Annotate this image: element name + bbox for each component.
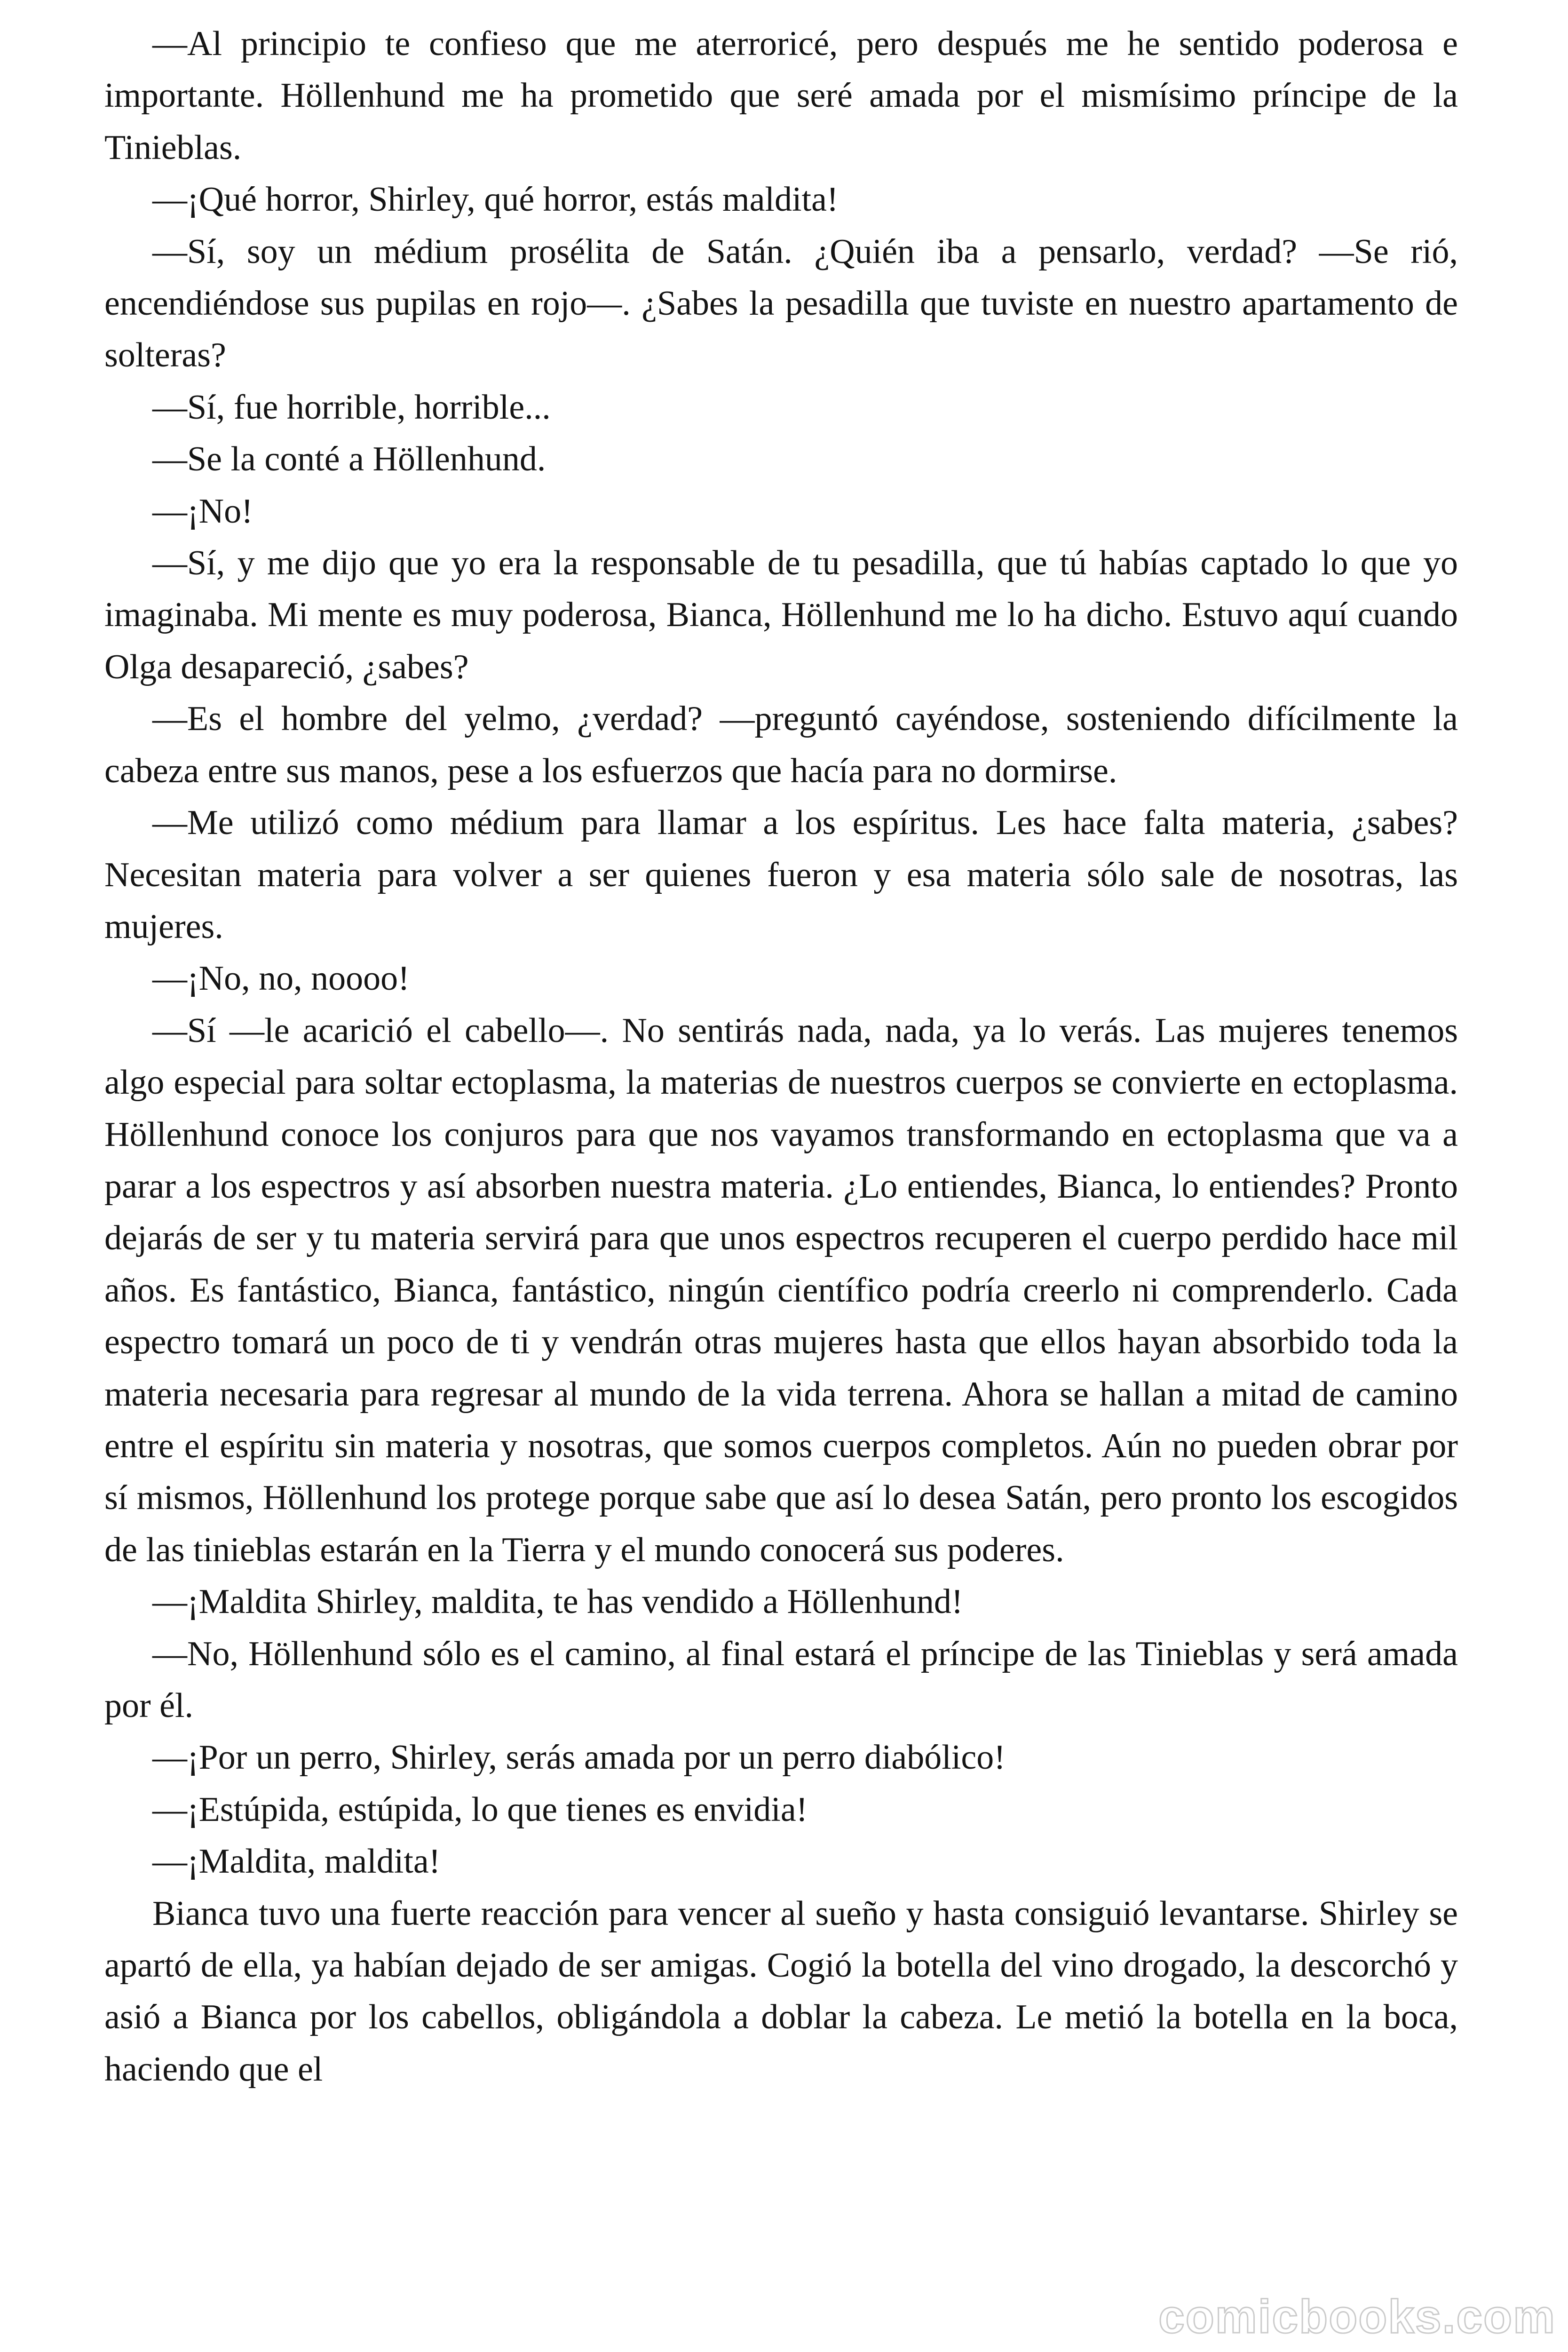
paragraph: Bianca tuvo una fuerte reacción para vencer al sueño y hasta consiguió levantarse. Shirley se apartó de ella, ya habían dejado de ser amigas. Cogió la botella del vino drogado, la descorchó y asió a Bianca por los cabellos, obligándola a doblar la cabeza. Le metió la botella en la boca, haciendo que el <box>104 1894 1458 2089</box>
paragraph: —No, Höllenhund sólo es el camino, al final estará el príncipe de las Tinieblas y será amada por él. <box>104 1634 1458 1725</box>
paragraph: —¡No! <box>152 492 253 531</box>
paragraph: —¡Qué horror, Shirley, qué horror, estás maldita! <box>152 180 839 219</box>
paragraph: —Sí, fue horrible, horrible... <box>152 388 551 427</box>
paragraph: —Me utilizó como médium para llamar a los espíritus. Les hace falta materia, ¿sabes? Necesitan materia para volver a ser quienes fueron y esa materia sólo sale de nosotras, las mujeres. <box>104 803 1458 946</box>
paragraph: —Es el hombre del yelmo, ¿verdad? —preguntó cayéndose, sosteniendo difícilmente la cabeza entre sus manos, pese a los esfuerzos que hacía para no dormirse. <box>104 699 1458 790</box>
paragraph: —Sí —le acarició el cabello—. No sentirás nada, nada, ya lo verás. Las mujeres tenemos algo especial para soltar ectoplasma, la materias de nuestros cuerpos se convierte en ectoplasma. Höllenhund conoce los conjuros para que nos vayamos transformando en ectoplasma que va a parar a los espectros y así absorben nuestra materia. ¿Lo entiendes, Bianca, lo entiendes? Pronto dejarás de ser y tu materia servirá para que unos espectros recuperen el cuerpo perdido hace mil años. Es fantástico, Bianca, fantástico, ningún científico podría creerlo ni comprenderlo. Cada espectro tomará un poco de ti y vendrán otras mujeres hasta que ellos hayan absorbido toda la materia necesaria para regresar al mundo de la vida terrena. Ahora se hallan a mitad de camino entre el espíritu sin materia y nosotras, que somos cuerpos completos. Aún no pueden obrar por sí mismos, Höllenhund los protege porque sabe que así lo desea Satán, pero pronto los escogidos de las tinieblas estarán en la Tierra y el mundo conocerá sus poderes. <box>104 1011 1458 1569</box>
paragraph: —¡Maldita, maldita! <box>152 1842 441 1881</box>
paragraph: —¡Maldita Shirley, maldita, te has vendido a Höllenhund! <box>152 1582 963 1621</box>
watermark: comicbooks.com <box>1158 2290 1556 2343</box>
paragraph: —Se la conté a Höllenhund. <box>152 440 546 479</box>
paragraph: —Sí, y me dijo que yo era la responsable de tu pesadilla, que tú habías captado lo que yo imaginaba. Mi mente es muy poderosa, Bianca, Höllenhund me lo ha dicho. Estuvo aquí cuando Olga desapareció, ¿sabes? <box>104 544 1458 686</box>
paragraph: —¡No, no, noooo! <box>152 959 410 998</box>
paragraph: —¡Por un perro, Shirley, serás amada por un perro diabólico! <box>152 1738 1006 1777</box>
paragraph: —Al principio te confieso que me aterroricé, pero después me he sentido poderosa e importante. Höllenhund me ha prometido que seré amada por el mismísimo príncipe de la Tinieblas. <box>104 24 1458 167</box>
paragraph: —¡Estúpida, estúpida, lo que tienes es envidia! <box>152 1790 808 1829</box>
body-text <box>104 18 1458 2095</box>
paragraph: —Sí, soy un médium prosélita de Satán. ¿Quién iba a pensarlo, verdad? —Se rió, encendiéndose sus pupilas en rojo—. ¿Sabes la pesadilla que tuviste en nuestro apartamento de solteras? <box>104 232 1458 375</box>
